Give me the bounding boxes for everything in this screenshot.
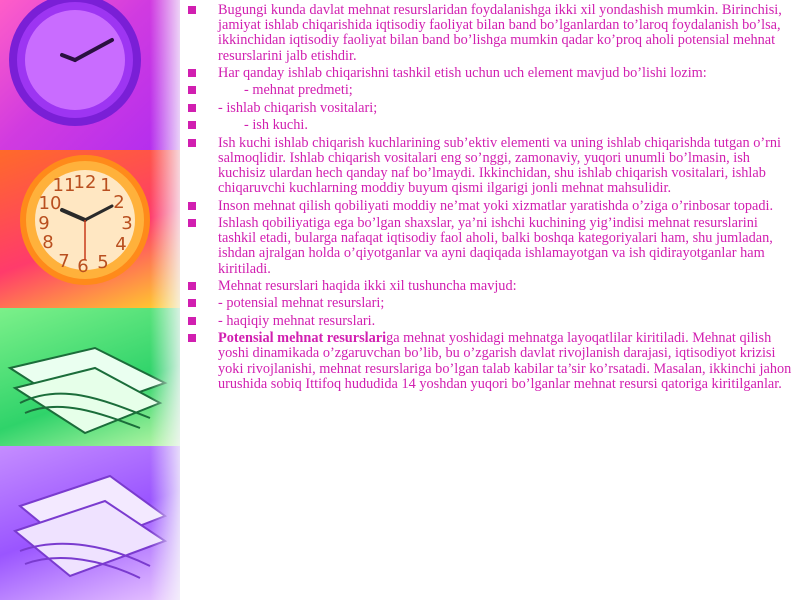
svg-text:2: 2: [113, 192, 125, 213]
square-bullet-icon: [188, 299, 196, 307]
square-bullet-icon: [188, 317, 196, 325]
left-photo-strip: [0, 0, 180, 600]
bullet-text: - haqiqiy mehnat resurslari.: [218, 312, 376, 329]
square-bullet-icon: [188, 282, 196, 290]
svg-text:9: 9: [38, 213, 50, 234]
svg-text:6: 6: [77, 256, 89, 277]
bullet-item: [188, 216, 794, 277]
bullet-item: [188, 101, 794, 116]
svg-text:1: 1: [100, 175, 112, 196]
square-bullet-icon: [188, 121, 196, 129]
bullet-text: - ish kuchi.: [244, 117, 308, 134]
bullet-bold-text: Potensial mehnat resurslari: [218, 330, 387, 347]
svg-text:10: 10: [38, 193, 62, 214]
bullet-text: Har qanday ishlab chiqarishni tashkil etish uchun uch element mavjud bo’lishi lozim:: [218, 65, 707, 81]
square-bullet-icon: [188, 6, 196, 14]
square-bullet-icon: [188, 219, 196, 227]
bullet-item: [188, 296, 794, 311]
bullet-text: Bugungi kunda davlat mehnat resurslaridan foydalanishga ikki xil yondashish mumkin. Birinchisi, jamiyat ishlab chiqarishida iqtisodiy faoliyat bilan band bo’lganlardan to’laroq foydalanish bo’lsa, ikkinchidan iqtisodiy faoliyat bilan band bo’lishga mumkin qadar ko’proq aholi potensial mehnat resurslarini jalb etishdir.: [218, 3, 782, 64]
svg-text:5: 5: [97, 252, 109, 273]
bullet-item: [188, 136, 794, 197]
svg-text:3: 3: [121, 213, 133, 234]
bullet-text: - ishlab chiqarish vositalari;: [218, 99, 378, 116]
square-bullet-icon: [188, 86, 196, 94]
bullet-text: - mehnat predmeti;: [244, 82, 353, 99]
bullet-item: [188, 66, 794, 81]
slide-content: [188, 3, 794, 597]
bullet-text: Ish kuchi ishlab chiqarish kuchlarining sub’ektiv elementi va uning ishlab chiqarishda tutgan o’rni salmoqlidir. Ishlab chiqarish vositalari eng so’nggi, zamonaviy, yuqori unumli bo’lmasin, ish kuchisiz ulardan hech qanday naf bo’lmaydi. Ikkinchidan, shu ishlab chiqarish vositalari, ishlab chiqaruvchi kuchlarning moddiy buyum qismi ilgarigi jonli mehnat mahsulidir.: [218, 134, 782, 197]
svg-text:12: 12: [73, 172, 97, 193]
square-bullet-icon: [188, 202, 196, 210]
svg-text:7: 7: [58, 251, 70, 272]
svg-text:8: 8: [42, 232, 54, 253]
bullet-list: [188, 3, 794, 392]
bullet-item: [188, 118, 794, 133]
bullet-item: [188, 279, 794, 294]
bullet-text: Inson mehnat qilish qobiliyati moddiy ne’mat yoki xizmatlar yaratishda o’ziga o’rinbosar topadi.: [218, 197, 774, 214]
bullet-text: Mehnat resurslari haqida ikki xil tushuncha mavjud:: [218, 277, 517, 294]
square-bullet-icon: [188, 104, 196, 112]
bullet-item: [188, 331, 794, 392]
square-bullet-icon: [188, 334, 196, 342]
bullet-text: Ishlash qobiliyatiga ega bo’lgan shaxslar, ya’ni ishchi kuchining yig’indisi mehnat resurslarini tashkil etadi, bularga nafaqat iqtisodiy faol aholi, balki boshqa kategoriyalari ham, shu jumladan, ishdan ajralgan holda o’qiyotganlar va ayni daqiqada ishlamayotgan va ish qidirayotganlar ham kiritiladi.: [218, 214, 773, 277]
square-bullet-icon: [188, 139, 196, 147]
strip-fade: [150, 0, 180, 600]
bullet-item: [188, 314, 794, 329]
bullet-item: [188, 199, 794, 214]
bullet-item: [188, 3, 794, 64]
bullet-text: - potensial mehnat resurslari;: [218, 295, 385, 312]
square-bullet-icon: [188, 69, 196, 77]
bullet-item: [188, 83, 794, 98]
bullet-text: ga mehnat yoshidagi mehnatga layoqatlilar kiritiladi. Mehnat qilish yoshi dinamikada o’zgaruvchan bo’lib, bu o’zgarish davlat rivojlanish darajasi, iqtisodiyot krizisi yoki rivojlanishi, mehnat resurslariga bo’lgan talab kabilar ta’sir ko’rsatadi. Masalan, ikkinchi jahon urushida sobiq Ittifoq hududida 14 yoshdan yuqori bo’lganlar mehnat resursi qatoriga kiritilganlar.: [218, 330, 792, 392]
svg-text:11: 11: [52, 175, 76, 196]
svg-text:4: 4: [115, 234, 127, 255]
